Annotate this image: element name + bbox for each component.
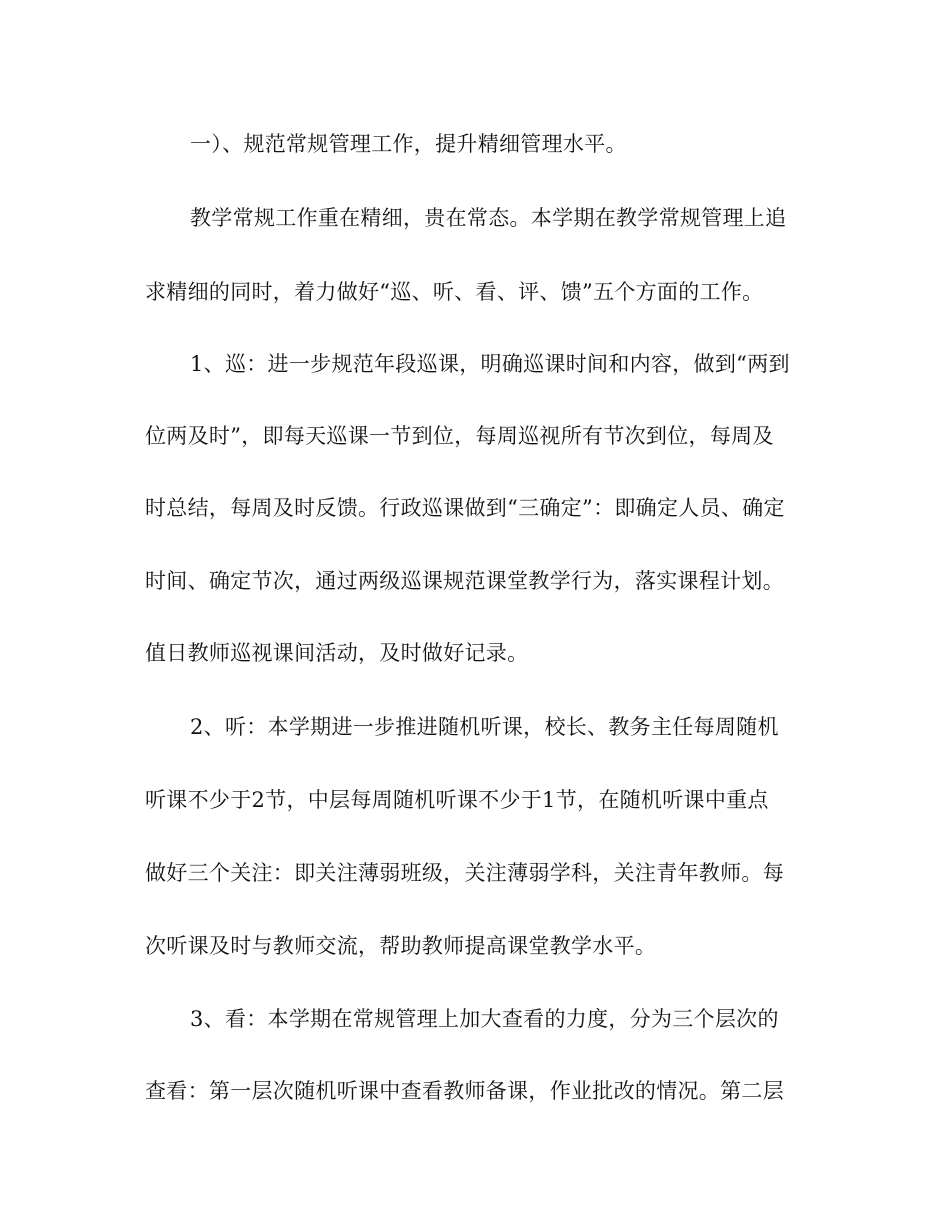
paragraph-line: 查看：第一层次随机听课中查看教师备课，作业批改的情况。第二层 — [145, 1079, 784, 1103]
paragraph-line: 时总结，每周及时反馈。行政巡课做到“三确定”：即确定人员、确定 — [145, 496, 785, 520]
paragraph-line: 1、巡：进一步规范年段巡课，明确巡课时间和内容，做到“两到 — [190, 352, 790, 376]
paragraph-line: 次听课及时与教师交流，帮助教师提高课堂教学水平。 — [145, 934, 657, 958]
paragraph-line: 听课不少于2节，中层每周随机听课不少于1节，在随机听课中重点 — [145, 788, 769, 812]
paragraph-line: 2、听：本学期进一步推进随机听课，校长、教务主任每周随机 — [190, 715, 779, 739]
section-heading: 一）、规范常规管理工作，提升精细管理水平。 — [190, 132, 627, 156]
paragraph-line: 做好三个关注：即关注薄弱班级，关注薄弱学科，关注青年教师。每 — [145, 861, 784, 885]
paragraph-line: 值日教师巡视课间活动，及时做好记录。 — [145, 641, 529, 665]
paragraph-line: 教学常规工作重在精细，贵在常态。本学期在教学常规管理上追 — [190, 206, 787, 230]
paragraph-line: 时间、确定节次，通过两级巡课规范课堂教学行为，落实课程计划。 — [145, 569, 784, 593]
paragraph-line: 位两及时”，即每天巡课一节到位，每周巡视所有节次到位，每周及 — [145, 424, 774, 448]
paragraph-line: 3、看：本学期在常规管理上加大查看的力度，分为三个层次的 — [190, 1007, 779, 1031]
paragraph-line: 求精细的同时，着力做好“巡、听、看、评、馈”五个方面的工作。 — [145, 280, 764, 304]
